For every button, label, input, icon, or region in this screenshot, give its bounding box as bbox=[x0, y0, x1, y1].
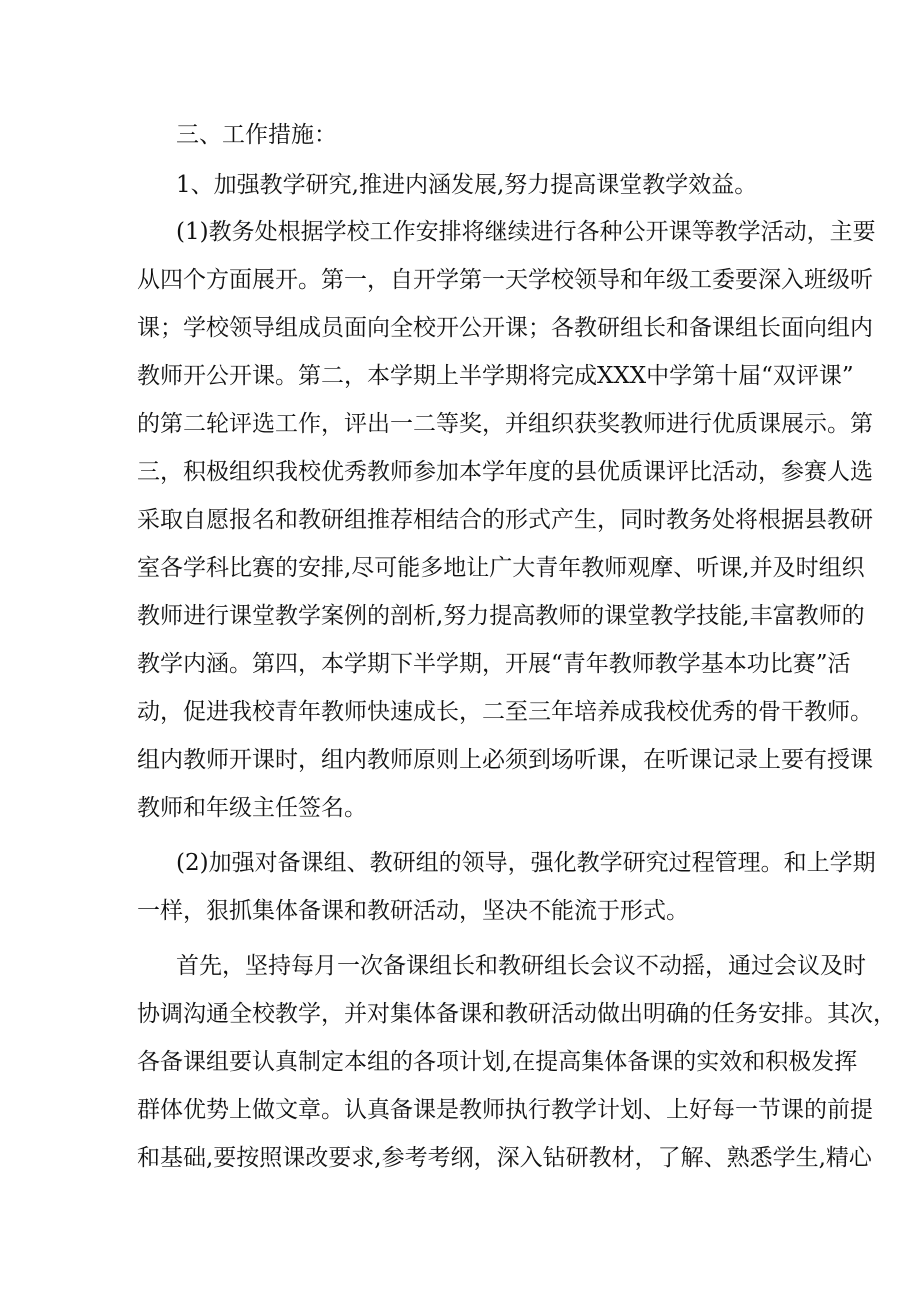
paragraph-line: 采取自愿报名和教研组推荐相结合的形式产生，同时教务处将根据县教研 bbox=[137, 507, 873, 533]
paragraph-line: 教学内涵。第四，本学期下半学期，开展“青年教师教学基本功比赛”活 bbox=[137, 651, 851, 677]
paragraph-line: (2)加强对备课组、教研组的领导，强化教学研究过程管理。和上学期 bbox=[176, 850, 876, 876]
paragraph-line: 室各学科比赛的安排,尽可能多地让广大青年教师观摩、听课,并及时组织 bbox=[137, 555, 865, 581]
paragraph-line: 的第二轮评选工作，评出一二等奖，并组织获奖教师进行优质课展示。第 bbox=[137, 411, 873, 437]
paragraph-line: 组内教师开课时，组内教师原则上必须到场听课，在听课记录上要有授课 bbox=[137, 747, 873, 773]
paragraph-line: 三，积极组织我校优秀教师参加本学年度的县优质课评比活动，参赛人选 bbox=[137, 459, 873, 485]
paragraph-line: 教师开公开课。第二，本学期上半学期将完成XXX中学第十届“双评课” bbox=[137, 363, 854, 389]
paragraph-line: 教师进行课堂教学案例的剖析,努力提高教师的课堂教学技能,丰富教师的 bbox=[137, 603, 865, 629]
paragraph-line: 课；学校领导组成员面向全校开公开课；各教研组长和备课组长面向组内 bbox=[137, 315, 873, 341]
paragraph-line: 群体优势上做文章。认真备课是教师执行教学计划、上好每一节课的前提 bbox=[137, 1097, 873, 1123]
paragraph-line: 各备课组要认真制定本组的各项计划,在提高集体备课的实效和积极发挥 bbox=[137, 1049, 858, 1075]
paragraph-line: 教师和年级主任签名。 bbox=[137, 795, 367, 821]
paragraph-line: (1)教务处根据学校工作安排将继续进行各种公开课等教学活动，主要 bbox=[176, 219, 876, 245]
paragraph-line: 动，促进我校青年教师快速成长，二至三年培养成我校优秀的骨干教师。 bbox=[137, 699, 873, 725]
paragraph-line: 从四个方面展开。第一，自开学第一天学校领导和年级工委要深入班级听 bbox=[137, 267, 873, 293]
paragraph-line: 和基础,要按照课改要求,参考考纲，深入钻研教材，了解、熟悉学生,精心 bbox=[137, 1145, 872, 1171]
paragraph-line: 首先，坚持每月一次备课组长和教研组长会议不动摇，通过会议及时 bbox=[176, 953, 866, 979]
section-heading: 三、工作措施： bbox=[176, 122, 337, 148]
paragraph-line: 协调沟通全校教学，并对集体备课和教研活动做出明确的任务安排。其次， bbox=[137, 1001, 896, 1027]
paragraph-line: 一样，狠抓集体备课和教研活动，坚决不能流于形式。 bbox=[137, 898, 689, 924]
item1-heading: 1、加强教学研究,推进内涵发展,努力提高课堂教学效益。 bbox=[176, 172, 758, 198]
